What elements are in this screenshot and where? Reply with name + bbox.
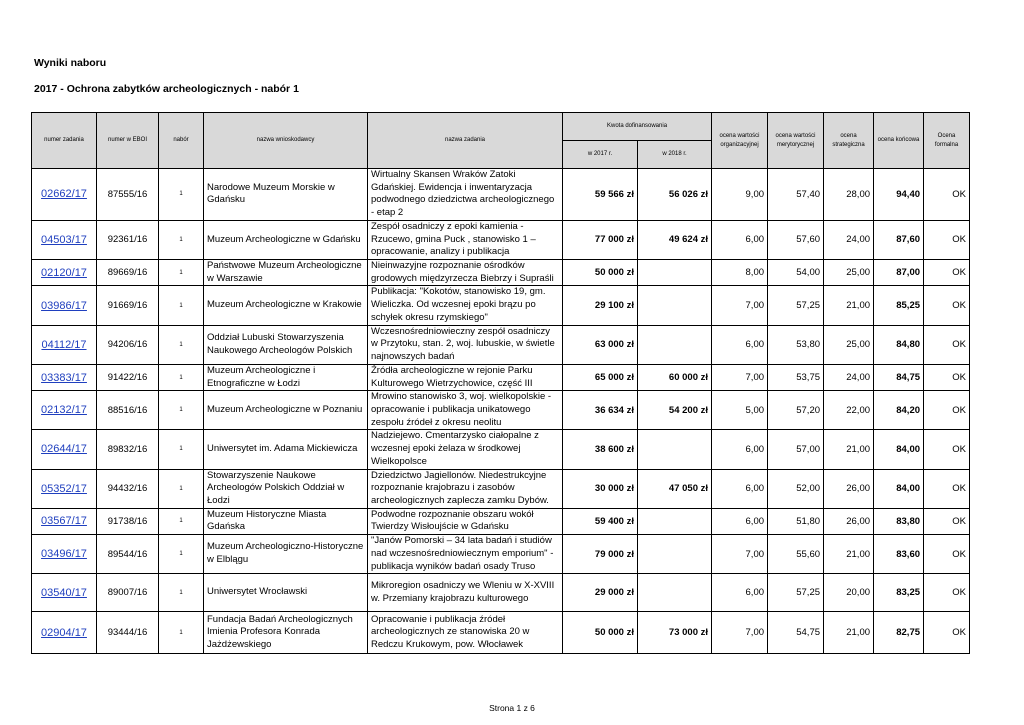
amount-2018 — [638, 430, 712, 469]
task-number-cell — [32, 325, 97, 364]
table-row — [32, 286, 970, 325]
task-number-cell — [32, 260, 97, 286]
score-merit: 57,25 — [768, 574, 824, 612]
table-row — [32, 574, 970, 612]
task-name: Nadziejewo. Cmentarzysko ciałopalne z wczesnej epoki żelaza w środkowej Wielkopolsce — [368, 430, 563, 469]
task-number-cell — [32, 535, 97, 574]
nabor-cell: 1 — [159, 574, 204, 612]
amount-2017: 77 000 zł — [563, 220, 638, 259]
score-merit: 51,80 — [768, 508, 824, 534]
score-final: 84,80 — [874, 325, 924, 364]
table-row — [32, 430, 970, 469]
formal-assessment: OK — [924, 612, 970, 654]
header-strategiczna: ocena strategiczna — [824, 113, 874, 169]
applicant-name: Uniwersytet im. Adama Mickiewicza — [204, 430, 368, 469]
task-number-link[interactable]: 02644/17 — [41, 443, 87, 456]
amount-2017: 59 566 zł — [563, 169, 638, 221]
nabor-cell: 1 — [159, 220, 204, 259]
score-organizational: 7,00 — [712, 535, 768, 574]
task-number-cell — [32, 220, 97, 259]
amount-2017: 30 000 zł — [563, 469, 638, 508]
score-merit: 53,75 — [768, 364, 824, 390]
applicant-name: Muzeum Historyczne Miasta Gdańska — [204, 508, 368, 534]
nabor-cell: 1 — [159, 535, 204, 574]
task-name: Zespół osadniczy z epoki kamienia - Rzucewo, gmina Puck , stanowisko 1 – opracowanie, analizy i publikacja — [368, 220, 563, 259]
page-title: Wyniki naboru — [34, 57, 107, 69]
table-row — [32, 508, 970, 534]
formal-assessment: OK — [924, 286, 970, 325]
formal-assessment: OK — [924, 391, 970, 430]
ebo-number: 89544/16 — [97, 535, 159, 574]
task-name: Publikacja: "Kokotów, stanowisko 19, gm. Wieliczka. Od wczesnej epoki brązu po schyłek okresu rzymskiego" — [368, 286, 563, 325]
score-organizational: 6,00 — [712, 508, 768, 534]
score-strategic: 26,00 — [824, 469, 874, 508]
header-koncowa: ocena końcowa — [874, 113, 924, 169]
score-merit: 57,40 — [768, 169, 824, 221]
score-merit: 57,60 — [768, 220, 824, 259]
score-organizational: 9,00 — [712, 169, 768, 221]
results-table — [31, 112, 970, 654]
task-number-link[interactable]: 03496/17 — [41, 548, 87, 561]
score-strategic: 24,00 — [824, 220, 874, 259]
table-row — [32, 612, 970, 654]
amount-2017: 38 600 zł — [563, 430, 638, 469]
formal-assessment: OK — [924, 535, 970, 574]
score-strategic: 25,00 — [824, 260, 874, 286]
ebo-number: 91669/16 — [97, 286, 159, 325]
ebo-number: 89669/16 — [97, 260, 159, 286]
score-organizational: 8,00 — [712, 260, 768, 286]
ebo-number: 94432/16 — [97, 469, 159, 508]
header-wnioskodawca: nazwa wnioskodawcy — [204, 113, 368, 169]
amount-2018: 73 000 zł — [638, 612, 712, 654]
score-final: 84,75 — [874, 364, 924, 390]
nabor-cell: 1 — [159, 286, 204, 325]
score-organizational: 7,00 — [712, 364, 768, 390]
task-number-link[interactable]: 02904/17 — [41, 626, 87, 639]
ebo-number: 92361/16 — [97, 220, 159, 259]
nabor-cell: 1 — [159, 430, 204, 469]
task-number-link[interactable]: 03540/17 — [41, 586, 87, 599]
score-final: 82,75 — [874, 612, 924, 654]
score-final: 83,80 — [874, 508, 924, 534]
ebo-number: 89007/16 — [97, 574, 159, 612]
header-w2018: w 2018 r. — [638, 141, 712, 169]
table-row — [32, 220, 970, 259]
amount-2017: 50 000 zł — [563, 260, 638, 286]
amount-2018 — [638, 535, 712, 574]
score-final: 85,25 — [874, 286, 924, 325]
amount-2018: 56 026 zł — [638, 169, 712, 221]
ebo-number: 89832/16 — [97, 430, 159, 469]
task-number-link[interactable]: 04503/17 — [41, 233, 87, 246]
task-number-cell — [32, 286, 97, 325]
applicant-name: Muzeum Archeologiczno-Historyczne w Elblągu — [204, 535, 368, 574]
score-merit: 54,00 — [768, 260, 824, 286]
task-name: Wirtualny Skansen Wraków Zatoki Gdańskiej. Ewidencja i inwentaryzacja podwodnego dziedzictwa archeologicznego - etap 2 — [368, 169, 563, 221]
task-name: Mrowino stanowisko 3, woj. wielkopolskie - opracowanie i publikacja unikatowego zespołu źródeł z okresu neolitu — [368, 391, 563, 430]
score-merit: 55,60 — [768, 535, 824, 574]
task-name: Mikroregion osadniczy we Wleniu w X-XVIII w. Przemiany krajobrazu kulturowego — [368, 574, 563, 612]
task-name: Opracowanie i publikacja źródeł archeologicznych ze stanowiska 20 w Redczu Krukowym, pow. Włocławek — [368, 612, 563, 654]
amount-2018: 49 624 zł — [638, 220, 712, 259]
task-number-link[interactable]: 02662/17 — [41, 188, 87, 201]
header-w2017: w 2017 r. — [563, 141, 638, 169]
nabor-cell: 1 — [159, 169, 204, 221]
ebo-number: 91422/16 — [97, 364, 159, 390]
score-final: 83,60 — [874, 535, 924, 574]
task-number-cell — [32, 574, 97, 612]
score-final: 94,40 — [874, 169, 924, 221]
task-number-link[interactable]: 03383/17 — [41, 371, 87, 384]
applicant-name: Muzeum Archeologiczne i Etnograficzne w Łodzi — [204, 364, 368, 390]
score-organizational: 7,00 — [712, 612, 768, 654]
amount-2018: 54 200 zł — [638, 391, 712, 430]
score-organizational: 6,00 — [712, 220, 768, 259]
score-strategic: 28,00 — [824, 169, 874, 221]
task-number-cell — [32, 430, 97, 469]
amount-2017: 79 000 zł — [563, 535, 638, 574]
applicant-name: Muzeum Archeologiczne w Gdańsku — [204, 220, 368, 259]
score-organizational: 6,00 — [712, 469, 768, 508]
score-strategic: 25,00 — [824, 325, 874, 364]
formal-assessment: OK — [924, 430, 970, 469]
nabor-cell: 1 — [159, 325, 204, 364]
score-strategic: 21,00 — [824, 612, 874, 654]
nabor-cell: 1 — [159, 469, 204, 508]
score-final: 84,00 — [874, 430, 924, 469]
header-formalna: Ocena formalna — [924, 113, 970, 169]
amount-2017: 50 000 zł — [563, 612, 638, 654]
score-final: 87,00 — [874, 260, 924, 286]
score-organizational: 5,00 — [712, 391, 768, 430]
score-final: 84,20 — [874, 391, 924, 430]
task-name: Nieinwazyjne rozpoznanie ośrodków grodowych międzyrzecza Biebrzy i Supraśli — [368, 260, 563, 286]
amount-2018 — [638, 325, 712, 364]
header-organizacyjna: ocena wartości organizacyjnej — [712, 113, 768, 169]
amount-2017: 36 634 zł — [563, 391, 638, 430]
page-subtitle: 2017 - Ochrona zabytków archeologicznych - nabór 1 — [34, 83, 299, 95]
header-merytoryczna: ocena wartości merytorycznej — [768, 113, 824, 169]
task-number-link[interactable]: 03567/17 — [41, 515, 87, 528]
table-row — [32, 169, 970, 221]
header-numer-zadania: numer zadania — [32, 113, 97, 169]
header-zadanie: nazwa zadania — [368, 113, 563, 169]
table-row — [32, 325, 970, 364]
ebo-number: 91738/16 — [97, 508, 159, 534]
task-number-cell — [32, 391, 97, 430]
score-organizational: 7,00 — [712, 286, 768, 325]
table-row — [32, 260, 970, 286]
formal-assessment: OK — [924, 220, 970, 259]
score-strategic: 21,00 — [824, 430, 874, 469]
page-footer: Strona 1 z 6 — [489, 703, 535, 713]
task-name: Źródła archeologiczne w rejonie Parku Kulturowego Wietrzychowice, część III — [368, 364, 563, 390]
score-merit: 57,25 — [768, 286, 824, 325]
amount-2017: 29 100 zł — [563, 286, 638, 325]
header-kwota: Kwota dofinansowania — [563, 113, 712, 141]
score-strategic: 20,00 — [824, 574, 874, 612]
formal-assessment: OK — [924, 260, 970, 286]
score-merit: 57,00 — [768, 430, 824, 469]
table-row — [32, 364, 970, 390]
task-number-link[interactable]: 02120/17 — [41, 266, 87, 279]
formal-assessment: OK — [924, 574, 970, 612]
nabor-cell: 1 — [159, 508, 204, 534]
task-name: Podwodne rozpoznanie obszaru wokół Twierdzy Wisłoujście w Gdańsku — [368, 508, 563, 534]
applicant-name: Państwowe Muzeum Archeologiczne w Warszawie — [204, 260, 368, 286]
score-strategic: 26,00 — [824, 508, 874, 534]
amount-2018 — [638, 260, 712, 286]
amount-2018 — [638, 574, 712, 612]
score-organizational: 6,00 — [712, 430, 768, 469]
score-organizational: 6,00 — [712, 574, 768, 612]
applicant-name: Narodowe Muzeum Morskie w Gdańsku — [204, 169, 368, 221]
score-merit: 57,20 — [768, 391, 824, 430]
formal-assessment: OK — [924, 469, 970, 508]
applicant-name: Uniwersytet Wrocławski — [204, 574, 368, 612]
score-merit: 53,80 — [768, 325, 824, 364]
formal-assessment: OK — [924, 169, 970, 221]
formal-assessment: OK — [924, 325, 970, 364]
nabor-cell: 1 — [159, 391, 204, 430]
task-number-link[interactable]: 04112/17 — [41, 338, 87, 351]
task-number-cell — [32, 508, 97, 534]
amount-2017: 63 000 zł — [563, 325, 638, 364]
score-final: 87,60 — [874, 220, 924, 259]
score-strategic: 24,00 — [824, 364, 874, 390]
score-merit: 54,75 — [768, 612, 824, 654]
task-name: Wczesnośredniowieczny zespół osadniczy w Przytoku, stan. 2, woj. lubuskie, w świetle najnowszych badań — [368, 325, 563, 364]
task-number-link[interactable]: 03986/17 — [41, 299, 87, 312]
nabor-cell: 1 — [159, 364, 204, 390]
amount-2017: 65 000 zł — [563, 364, 638, 390]
formal-assessment: OK — [924, 364, 970, 390]
amount-2018: 60 000 zł — [638, 364, 712, 390]
nabor-cell: 1 — [159, 612, 204, 654]
table-row — [32, 391, 970, 430]
table-row — [32, 469, 970, 508]
task-number-link[interactable]: 05352/17 — [41, 482, 87, 495]
task-number-cell — [32, 469, 97, 508]
ebo-number: 93444/16 — [97, 612, 159, 654]
task-name: Dziedzictwo Jagiellonów. Niedestrukcyjne rozpoznanie krajobrazu i zasobów archeologicznych zaplecza zamku Dybów. — [368, 469, 563, 508]
applicant-name: Stowarzyszenie Naukowe Archeologów Polskich Oddział w Łodzi — [204, 469, 368, 508]
score-strategic: 22,00 — [824, 391, 874, 430]
task-number-link[interactable]: 02132/17 — [41, 404, 87, 417]
amount-2017: 29 000 zł — [563, 574, 638, 612]
amount-2018 — [638, 286, 712, 325]
nabor-cell: 1 — [159, 260, 204, 286]
ebo-number: 94206/16 — [97, 325, 159, 364]
amount-2018 — [638, 508, 712, 534]
applicant-name: Oddział Lubuski Stowarzyszenia Naukowego Archeologów Polskich — [204, 325, 368, 364]
table-row — [32, 535, 970, 574]
formal-assessment: OK — [924, 508, 970, 534]
score-final: 84,00 — [874, 469, 924, 508]
amount-2017: 59 400 zł — [563, 508, 638, 534]
applicant-name: Fundacja Badań Archeologicznych Imienia Profesora Konrada Jażdżewskiego — [204, 612, 368, 654]
score-strategic: 21,00 — [824, 286, 874, 325]
applicant-name: Muzeum Archeologiczne w Poznaniu — [204, 391, 368, 430]
header-numer-ebo: numer w EBOI — [97, 113, 159, 169]
score-strategic: 21,00 — [824, 535, 874, 574]
score-merit: 52,00 — [768, 469, 824, 508]
applicant-name: Muzeum Archeologiczne w Krakowie — [204, 286, 368, 325]
header-nabor: nabór — [159, 113, 204, 169]
ebo-number: 88516/16 — [97, 391, 159, 430]
task-number-cell — [32, 612, 97, 654]
task-number-cell — [32, 169, 97, 221]
amount-2018: 47 050 zł — [638, 469, 712, 508]
score-final: 83,25 — [874, 574, 924, 612]
score-organizational: 6,00 — [712, 325, 768, 364]
task-name: "Janów Pomorski – 34 lata badań i studiów nad wczesnośredniowiecznym emporium" - publikacja wyników badań osady Truso — [368, 535, 563, 574]
task-number-cell — [32, 364, 97, 390]
ebo-number: 87555/16 — [97, 169, 159, 221]
